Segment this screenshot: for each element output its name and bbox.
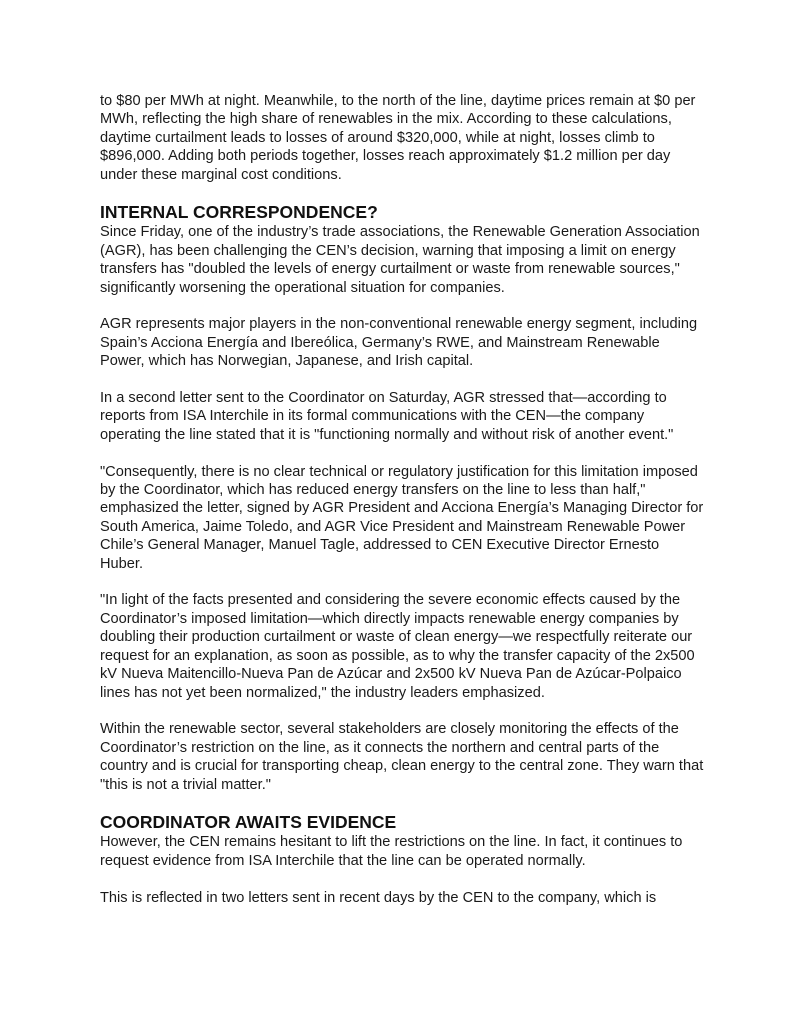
body-paragraph: Within the renewable sector, several stakeholders are closely monitoring the effects of the Coordinator’s restriction on the line, as it connects the northern and central parts of the country and is crucial for transporting cheap, clean energy to the central zone. They warn that "this is not a trivial matter." (100, 721, 704, 793)
body-paragraph: "Consequently, there is no clear technical or regulatory justification for this limitation imposed by the Coordinator, which has reduced energy transfers on the line to less than half," emphasized the letter, signed by AGR President and Acciona Energía’s Managing Director for South America, Jaime Toledo, and AGR Vice President and Mainstream Renewable Power Chile’s General Manager, Manuel Tagle, addressed to CEN Executive Director Ernesto Huber. (100, 463, 704, 572)
body-paragraph: Since Friday, one of the industry’s trade associations, the Renewable Generation Association (AGR), has been challenging the CEN’s decision, warning that imposing a limit on energy transfers has "doubled the levels of energy curtailment or waste from renewable sources," significantly worsening the operational situation for companies. (100, 224, 700, 296)
intro-paragraph: to $80 per MWh at night. Meanwhile, to the north of the line, daytime prices remain at $0 per MWh, reflecting the high share of renewables in the mix. According to these calculations, daytime curtailment leads to losses of around $320,000, while at night, losses climb to $896,000. Adding both periods together, losses reach approximately $1.2 million per day under these marginal cost conditions. (100, 93, 696, 183)
body-paragraph: "In light of the facts presented and considering the severe economic effects caused by the Coordinator’s imposed limitation—which directly impacts renewable energy companies by doubling their production curtailment or waste of clean energy—we respectfully reiterate our request for an explanation, as soon as possible, as to why the transfer capacity of the 2x500 kV Nueva Maitencillo-Nueva Pan de Azúcar and 2x500 kV Nueva Pan de Azúcar-Polpaico lines has not yet been normalized," the industry leaders emphasized. (100, 592, 695, 701)
body-paragraph: This is reflected in two letters sent in recent days by the CEN to the company, which is (100, 889, 657, 906)
section-heading: INTERNAL CORRESPONDENCE? (100, 202, 378, 223)
section-internal-correspondence (100, 202, 704, 794)
section-coordinator-awaits-evidence (100, 812, 704, 907)
body-paragraph: AGR represents major players in the non-conventional renewable energy segment, including Spain’s Acciona Energía and Ibereólica, Germany’s RWE, and Mainstream Renewable Power, which has Norwegian, Japanese, and Irish capital. (100, 316, 698, 370)
body-paragraph: However, the CEN remains hesitant to lift the restrictions on the line. In fact, it continues to request evidence from ISA Interchile that the line can be operated normally. (100, 834, 683, 869)
document-page (100, 92, 704, 907)
section-heading: COORDINATOR AWAITS EVIDENCE (100, 812, 397, 833)
body-paragraph: In a second letter sent to the Coordinator on Saturday, AGR stressed that—according to reports from ISA Interchile in its formal communications with the CEN—the company operating the line stated that it is "functioning normally and without risk of another event." (100, 390, 674, 443)
